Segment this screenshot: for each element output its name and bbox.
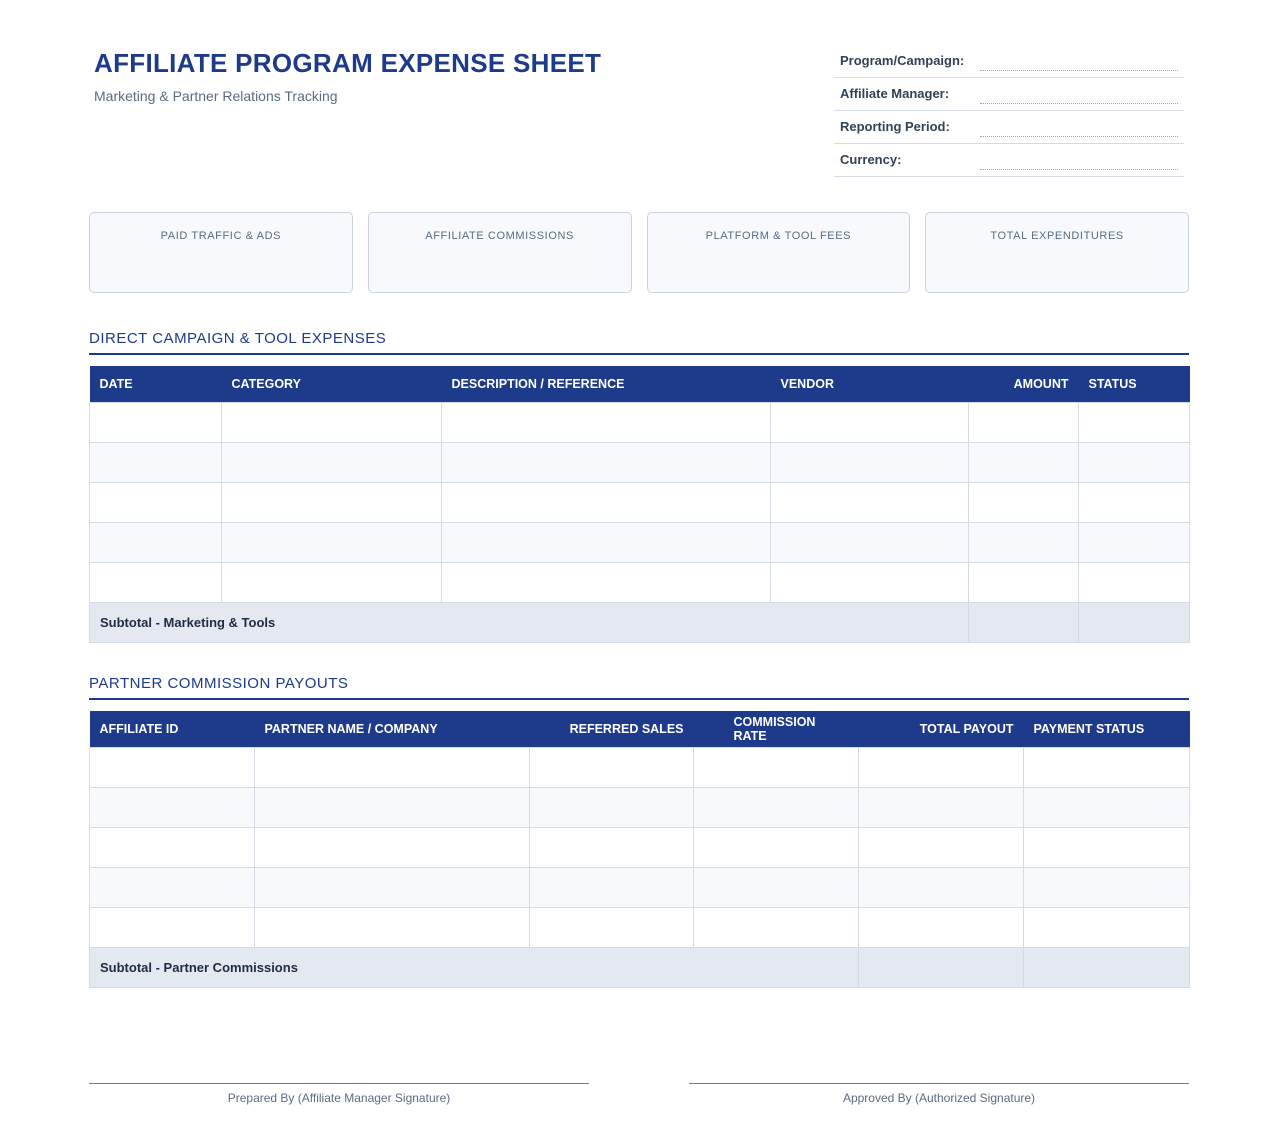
card-total-expenditures [925,212,1189,293]
table-cell[interactable] [255,867,530,907]
subtotal-payout-cell[interactable] [859,947,1024,987]
table-cell[interactable] [90,562,222,602]
table-cell[interactable] [222,522,442,562]
table-cell[interactable] [771,482,969,522]
page-title: AFFILIATE PROGRAM EXPENSE SHEET [94,48,602,78]
table-cell[interactable] [771,402,969,442]
table-cell[interactable] [771,562,969,602]
meta-row-currency [834,144,1184,177]
table-cell[interactable] [1024,867,1190,907]
table-cell[interactable] [222,562,442,602]
table-cell[interactable] [530,747,694,787]
table-cell[interactable] [530,907,694,947]
page-subtitle: Marketing & Partner Relations Tracking [94,88,338,104]
table-cell[interactable] [442,442,771,482]
table-cell[interactable] [1079,522,1190,562]
table-cell[interactable] [90,482,222,522]
table-cell[interactable] [1024,907,1190,947]
approved-by-label: Approved By (Authorized Signature) [842,1091,1036,1105]
table-cell[interactable] [442,402,771,442]
meta-row-manager [834,78,1184,111]
table-row [90,747,1190,787]
table-cell[interactable] [90,747,255,787]
column-header: PAYMENT STATUS [1024,711,1190,747]
subtotal-row [90,947,1190,987]
subtotal-status-cell[interactable] [1079,602,1190,642]
approved-by-signature[interactable] [689,1083,1189,1105]
table-cell[interactable] [694,867,859,907]
table-cell[interactable] [694,907,859,947]
column-header: DATE [90,366,222,402]
table-cell[interactable] [222,402,442,442]
card-affiliate-commissions [368,212,632,293]
program-campaign-field[interactable] [980,70,1178,71]
subtotal-label: Subtotal - Partner Commissions [90,947,859,987]
table-cell[interactable] [771,442,969,482]
table-header-row [90,366,1190,402]
table-cell[interactable] [694,827,859,867]
table-cell[interactable] [530,867,694,907]
table-cell[interactable] [694,747,859,787]
table-row [90,402,1190,442]
subtotal-label: Subtotal - Marketing & Tools [90,602,969,642]
table-cell[interactable] [859,787,1024,827]
table-row [90,907,1190,947]
table-header-row [90,711,1190,747]
meta-fields [834,45,1184,177]
table-cell[interactable] [255,907,530,947]
prepared-by-label: Prepared By (Affiliate Manager Signature) [227,1091,451,1105]
table-cell[interactable] [255,827,530,867]
table-cell[interactable] [90,907,255,947]
table-row [90,522,1190,562]
section-title-commission-payouts: PARTNER COMMISSION PAYOUTS [89,675,1189,700]
table-cell[interactable] [969,402,1079,442]
meta-label-manager: Affiliate Manager: [840,86,950,101]
table-row [90,827,1190,867]
table-cell[interactable] [442,562,771,602]
table-cell[interactable] [90,402,222,442]
table-row [90,442,1190,482]
table-cell[interactable] [90,867,255,907]
table-cell[interactable] [442,522,771,562]
prepared-by-signature[interactable] [89,1083,589,1105]
card-label: AFFILIATE COMMISSIONS [425,230,574,242]
currency-field[interactable] [980,169,1178,170]
table-cell[interactable] [1079,442,1190,482]
subtotal-row [90,602,1190,642]
table-cell[interactable] [1079,402,1190,442]
section-title-direct-expenses: DIRECT CAMPAIGN & TOOL EXPENSES [89,330,1189,355]
table-cell[interactable] [1079,562,1190,602]
table-cell[interactable] [1079,482,1190,522]
table-cell[interactable] [969,562,1079,602]
card-label: PAID TRAFFIC & ADS [160,230,282,242]
table-cell[interactable] [859,907,1024,947]
card-label: TOTAL EXPENDITURES [990,230,1124,242]
card-label: PLATFORM & TOOL FEES [705,230,852,242]
table-cell[interactable] [442,482,771,522]
table-cell[interactable] [859,827,1024,867]
column-header: CATEGORY [222,366,442,402]
column-header: STATUS [1079,366,1190,402]
table-cell[interactable] [90,442,222,482]
table-cell[interactable] [969,482,1079,522]
reporting-period-field[interactable] [980,136,1178,137]
table-cell[interactable] [90,787,255,827]
table-cell[interactable] [1024,787,1190,827]
column-header: AMOUNT [969,366,1079,402]
table-cell[interactable] [255,747,530,787]
table-cell[interactable] [694,787,859,827]
table-row [90,482,1190,522]
table-cell[interactable] [530,787,694,827]
table-cell[interactable] [255,787,530,827]
commission-payouts-table [89,711,1190,988]
subtotal-amount-cell[interactable] [969,602,1079,642]
table-cell[interactable] [969,522,1079,562]
card-paid-traffic [89,212,353,293]
direct-expenses-table [89,366,1190,643]
table-cell[interactable] [222,442,442,482]
column-header: REFERRED SALES [530,711,694,747]
meta-label-currency: Currency: [840,152,902,167]
column-header: PARTNER NAME / COMPANY [255,711,530,747]
affiliate-manager-field[interactable] [980,103,1178,104]
column-header: AFFILIATE ID [90,711,255,747]
table-cell[interactable] [969,442,1079,482]
table-cell[interactable] [90,827,255,867]
table-cell[interactable] [771,522,969,562]
table-cell[interactable] [222,482,442,522]
table-cell[interactable] [530,827,694,867]
meta-row-period [834,111,1184,144]
column-header: DESCRIPTION / REFERENCE [442,366,771,402]
table-cell[interactable] [859,867,1024,907]
column-header: VENDOR [771,366,969,402]
summary-cards [89,212,1189,293]
table-cell[interactable] [1024,747,1190,787]
meta-label-program: Program/Campaign: [840,53,965,68]
table-row [90,867,1190,907]
meta-row-program [834,45,1184,78]
table-row [90,562,1190,602]
table-cell[interactable] [859,747,1024,787]
card-platform-fees [647,212,911,293]
table-cell[interactable] [1024,827,1190,867]
column-header: COMMISSION RATE [694,711,859,747]
column-header: TOTAL PAYOUT [859,711,1024,747]
table-row [90,787,1190,827]
subtotal-status-cell[interactable] [1024,947,1190,987]
table-cell[interactable] [90,522,222,562]
meta-label-period: Reporting Period: [840,119,950,134]
